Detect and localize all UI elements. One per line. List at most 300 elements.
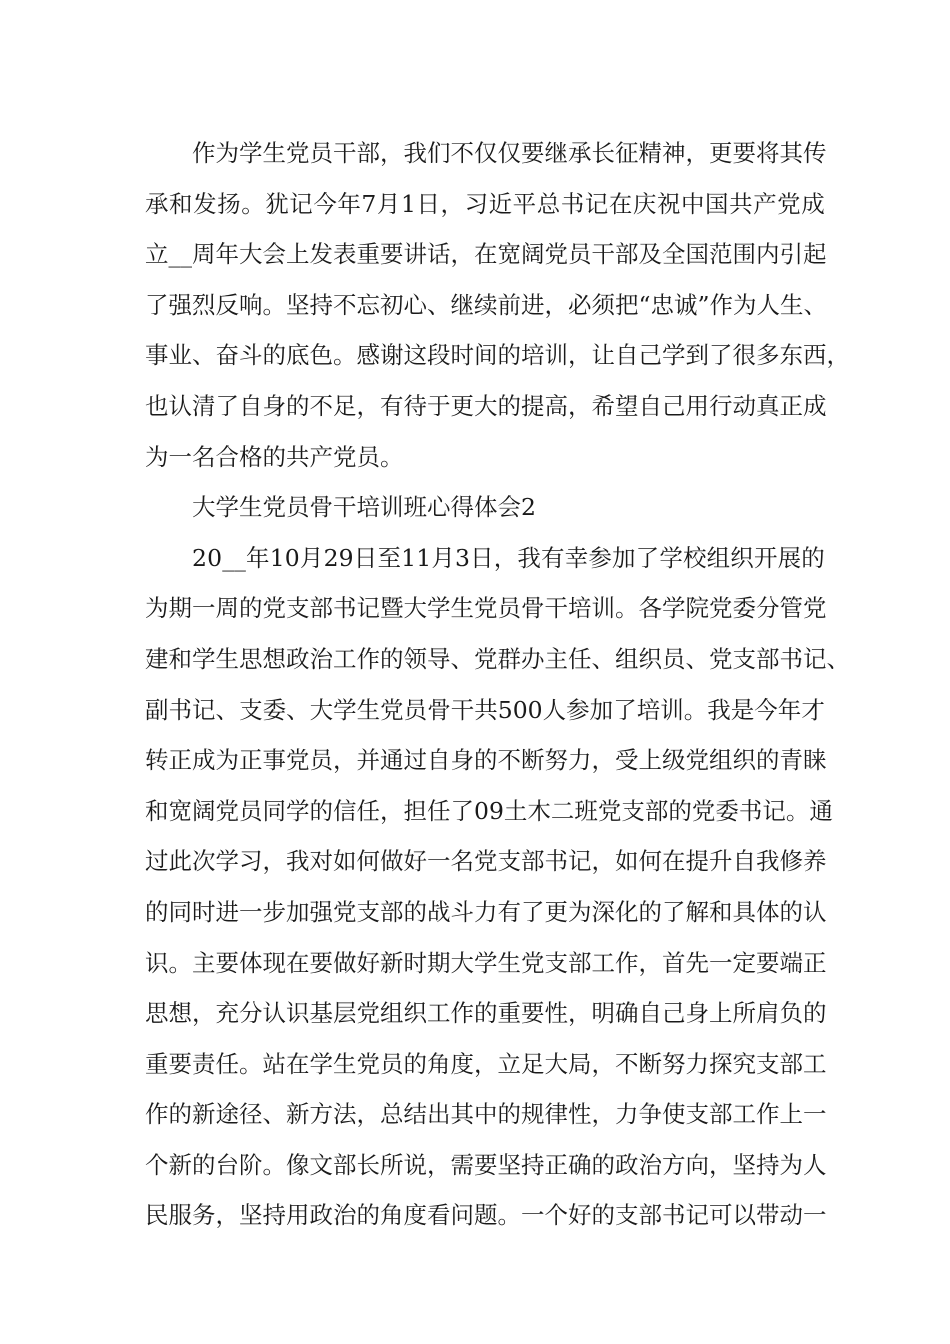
- glyph: 生: [497, 948, 521, 977]
- glyph: 的: [356, 1201, 380, 1230]
- glyph: 不: [309, 391, 333, 420]
- glyph: 的: [668, 796, 692, 825]
- glyph: 支: [732, 644, 756, 673]
- glyph: 发: [309, 240, 333, 269]
- glyph: 有: [541, 543, 565, 572]
- glyph: 重: [145, 1049, 169, 1078]
- glyph: 希: [591, 391, 615, 420]
- glyph: ，: [568, 999, 592, 1028]
- glyph: ，: [474, 1049, 498, 1078]
- glyph: 为: [568, 897, 592, 926]
- glyph: ，: [427, 1150, 451, 1179]
- glyph: 记: [356, 594, 380, 623]
- glyph: 3: [454, 543, 470, 572]
- glyph: 党: [709, 644, 733, 673]
- glyph: 持: [521, 1150, 545, 1179]
- glyph: 担: [403, 796, 427, 825]
- glyph: 治: [638, 1150, 662, 1179]
- glyph: 0: [284, 543, 300, 572]
- glyph: 动: [732, 391, 756, 420]
- glyph: 烈: [192, 290, 216, 319]
- glyph: 了: [635, 543, 660, 572]
- glyph: 不: [615, 1049, 639, 1078]
- glyph: 忘: [356, 290, 380, 319]
- paragraph-line: [145, 685, 825, 736]
- glyph: 0: [512, 695, 528, 724]
- glyph: 足: [333, 391, 357, 420]
- glyph: 个: [544, 1201, 568, 1230]
- glyph: 力: [685, 1049, 709, 1078]
- glyph: 生: [356, 695, 381, 724]
- line-text: [145, 280, 828, 331]
- glyph: 和: [145, 796, 169, 825]
- glyph: 上: [709, 999, 733, 1028]
- glyph: 书: [560, 189, 585, 218]
- glyph: 、: [450, 644, 474, 673]
- glyph: 方: [662, 1150, 686, 1179]
- glyph: 肩: [756, 999, 780, 1028]
- glyph: 必: [568, 290, 592, 319]
- glyph: 责: [192, 1049, 216, 1078]
- glyph: 己: [662, 999, 686, 1028]
- glyph: 新: [286, 1100, 310, 1129]
- glyph: ，: [262, 847, 286, 876]
- glyph: 学: [286, 796, 310, 825]
- line-text: [145, 1089, 825, 1140]
- glyph: 年: [246, 543, 270, 572]
- glyph: 。: [615, 594, 639, 623]
- glyph: 的: [803, 999, 827, 1028]
- glyph: 二: [550, 796, 575, 825]
- glyph: 党: [356, 1049, 380, 1078]
- glyph: 更: [450, 391, 474, 420]
- glyph: 认: [803, 897, 827, 926]
- glyph: 部: [756, 644, 780, 673]
- glyph: 规: [521, 1100, 545, 1129]
- glyph: 训: [544, 341, 568, 370]
- glyph: 的: [403, 897, 427, 926]
- glyph: 足: [521, 1049, 545, 1078]
- glyph: 在: [662, 847, 686, 876]
- glyph: ，: [192, 999, 216, 1028]
- glyph: 。: [239, 1049, 263, 1078]
- glyph: 识: [145, 948, 169, 977]
- glyph: 坚: [286, 290, 310, 319]
- glyph: 作: [450, 999, 474, 1028]
- glyph: 说: [403, 1150, 427, 1179]
- glyph: 名: [450, 847, 474, 876]
- glyph: 成: [801, 189, 825, 218]
- glyph: 、: [262, 1100, 286, 1129]
- glyph: 一: [239, 897, 263, 926]
- glyph: 须: [591, 290, 615, 319]
- glyph: 为: [215, 139, 239, 167]
- glyph: 5: [497, 695, 513, 724]
- glyph: 明: [591, 999, 615, 1028]
- glyph: 部: [568, 948, 592, 977]
- glyph: 日: [416, 189, 440, 218]
- glyph: 干: [450, 695, 475, 724]
- glyph: 至: [377, 543, 401, 572]
- glyph: 部: [309, 594, 333, 623]
- glyph: 做: [333, 948, 357, 977]
- glyph: 员: [380, 1049, 404, 1078]
- glyph: 学: [215, 847, 239, 876]
- glyph: 带: [756, 1201, 780, 1230]
- glyph: 性: [568, 1100, 592, 1129]
- glyph: 时: [450, 341, 474, 370]
- line-text: [145, 836, 825, 887]
- glyph: 过: [145, 847, 169, 876]
- glyph: 加: [286, 897, 310, 926]
- glyph: 暨: [380, 594, 404, 623]
- glyph: 新: [168, 1150, 192, 1179]
- glyph: 表: [333, 240, 357, 269]
- glyph: 我: [517, 543, 541, 572]
- glyph: 同: [262, 796, 286, 825]
- glyph: 今: [313, 189, 337, 218]
- glyph: 初: [380, 290, 404, 319]
- glyph: 高: [544, 391, 568, 420]
- glyph: 近: [488, 189, 513, 218]
- glyph: ，: [826, 341, 850, 370]
- glyph: 工: [427, 999, 451, 1028]
- glyph: 员: [497, 594, 521, 623]
- glyph: ，: [685, 139, 709, 167]
- glyph: 需: [450, 1150, 474, 1179]
- glyph: 真: [756, 391, 780, 420]
- paragraph-line: [145, 381, 825, 432]
- glyph: 努: [662, 1049, 686, 1078]
- glyph: 新: [192, 1100, 216, 1129]
- glyph: 了: [450, 796, 474, 825]
- glyph: 角: [427, 1049, 451, 1078]
- glyph: 内: [756, 240, 780, 269]
- glyph: 将: [756, 139, 780, 167]
- glyph: 忠: [650, 290, 675, 319]
- glyph: 清: [192, 391, 216, 420]
- glyph: ，: [591, 1100, 615, 1129]
- glyph: 立: [497, 1049, 521, 1078]
- glyph: 书: [779, 644, 803, 673]
- glyph: 方: [309, 1100, 333, 1129]
- glyph: 支: [756, 1049, 780, 1078]
- glyph: 9: [488, 796, 504, 825]
- glyph: 提: [521, 391, 545, 420]
- glyph: 响: [239, 290, 263, 319]
- glyph: 组: [706, 543, 731, 572]
- glyph: 的: [591, 1150, 615, 1179]
- glyph: 员: [403, 695, 428, 724]
- glyph: 持: [756, 1150, 780, 1179]
- glyph: 感: [356, 341, 380, 370]
- glyph: 坚: [497, 1150, 521, 1179]
- glyph: 坚: [732, 1150, 756, 1179]
- glyph: 学: [309, 1049, 333, 1078]
- glyph: 干: [591, 240, 615, 269]
- glyph: 端: [779, 948, 803, 977]
- glyph: 如: [615, 847, 639, 876]
- glyph: 向: [685, 1150, 709, 1179]
- glyph: 修: [779, 847, 803, 876]
- glyph: 支: [356, 897, 380, 926]
- line-text: [145, 685, 825, 736]
- glyph: 。: [262, 290, 286, 319]
- glyph: 身: [262, 391, 286, 420]
- glyph: ，: [568, 341, 592, 370]
- glyph: 犹: [265, 189, 289, 218]
- glyph: 持: [309, 290, 333, 319]
- glyph: 把: [615, 290, 639, 319]
- glyph: _: [180, 240, 192, 269]
- glyph: 、: [826, 644, 850, 673]
- glyph: 部: [615, 240, 639, 269]
- glyph: 。: [262, 1150, 286, 1179]
- paragraph-line: [145, 330, 850, 381]
- glyph: 自: [638, 391, 662, 420]
- glyph: 党: [521, 948, 545, 977]
- glyph: 党: [544, 240, 568, 269]
- glyph: 中: [474, 1100, 498, 1129]
- glyph: 年: [337, 189, 361, 218]
- glyph: 作: [709, 290, 734, 319]
- glyph: 和: [709, 897, 733, 926]
- glyph: 、: [685, 644, 709, 673]
- glyph: 提: [685, 847, 709, 876]
- glyph: 有: [497, 897, 521, 926]
- glyph: 织: [732, 746, 756, 775]
- section-heading: [145, 482, 825, 533]
- glyph: 的: [591, 1201, 615, 1230]
- glyph: 诚: [674, 290, 698, 319]
- line-text: [192, 128, 825, 179]
- glyph: 扬: [217, 189, 241, 218]
- glyph: 书: [333, 594, 357, 623]
- glyph: 负: [779, 999, 803, 1028]
- line-text: [192, 533, 825, 584]
- glyph: 校: [682, 543, 707, 572]
- glyph: 政: [309, 1201, 333, 1230]
- glyph: 开: [753, 543, 778, 572]
- glyph: 长: [591, 139, 615, 167]
- paragraph-line: [145, 229, 825, 280]
- glyph: 好: [403, 847, 427, 876]
- line-text: [145, 634, 850, 685]
- paragraph-line: [145, 583, 825, 634]
- glyph: 部: [638, 1201, 662, 1230]
- glyph: ，: [333, 746, 357, 775]
- glyph: 的: [403, 1049, 427, 1078]
- glyph: 党: [777, 189, 801, 218]
- glyph: 记: [568, 847, 592, 876]
- glyph: 9: [338, 543, 354, 572]
- glyph: 做: [380, 847, 404, 876]
- glyph: 进: [215, 897, 239, 926]
- glyph: 。: [497, 1201, 521, 1230]
- glyph: 何: [356, 847, 380, 876]
- glyph: 反: [215, 290, 239, 319]
- glyph: 任: [427, 796, 451, 825]
- glyph: 是: [730, 695, 755, 724]
- glyph: 青: [779, 746, 803, 775]
- glyph: 一: [427, 847, 451, 876]
- glyph: 奋: [215, 341, 239, 370]
- glyph: 不: [497, 746, 521, 775]
- glyph: 看: [427, 1201, 451, 1230]
- glyph: 主: [544, 644, 568, 673]
- glyph: 政: [615, 1150, 639, 1179]
- glyph: 基: [309, 999, 333, 1028]
- glyph: 的: [192, 1150, 216, 1179]
- glyph: 确: [615, 999, 639, 1028]
- glyph: 的: [262, 341, 286, 370]
- glyph: 更: [709, 139, 733, 167]
- glyph: 好: [568, 1201, 592, 1230]
- glyph: 分: [239, 999, 263, 1028]
- paragraph-line: [145, 1039, 825, 1090]
- glyph: 断: [521, 746, 545, 775]
- glyph: 持: [262, 1201, 286, 1230]
- glyph: 民: [145, 1201, 169, 1230]
- glyph: 部: [779, 1049, 803, 1078]
- glyph: 斗: [239, 341, 263, 370]
- line-text: [145, 887, 825, 938]
- glyph: 正: [168, 746, 192, 775]
- glyph: 员: [568, 240, 592, 269]
- glyph: 在: [286, 948, 310, 977]
- glyph: 为: [779, 1150, 803, 1179]
- glyph: 努: [544, 746, 568, 775]
- glyph: 精: [638, 139, 662, 167]
- glyph: 各: [638, 594, 662, 623]
- glyph: 间: [474, 341, 498, 370]
- line-text: [145, 583, 825, 634]
- glyph: 委: [262, 695, 287, 724]
- glyph: 部: [521, 847, 545, 876]
- glyph: 的: [380, 644, 404, 673]
- glyph: 体: [756, 897, 780, 926]
- glyph: 党: [685, 746, 709, 775]
- glyph: 同: [168, 897, 192, 926]
- glyph: 党: [215, 796, 239, 825]
- glyph: 产: [753, 189, 777, 218]
- glyph: “: [638, 290, 651, 319]
- glyph: 的: [756, 746, 780, 775]
- glyph: 让: [591, 341, 615, 370]
- glyph: 宽: [497, 240, 521, 269]
- glyph: 性: [544, 999, 568, 1028]
- glyph: 强: [168, 290, 192, 319]
- glyph: 委: [715, 796, 739, 825]
- glyph: 训: [591, 594, 615, 623]
- glyph: 体: [239, 948, 263, 977]
- glyph: 个: [145, 1150, 169, 1179]
- glyph: 生: [780, 290, 804, 319]
- glyph: 要: [756, 948, 780, 977]
- glyph: 记: [192, 695, 216, 724]
- glyph: 多: [756, 341, 780, 370]
- glyph: 记: [803, 644, 827, 673]
- glyph: 员: [309, 139, 333, 167]
- glyph: ，: [380, 796, 404, 825]
- glyph: 党: [474, 847, 498, 876]
- glyph: 长: [356, 1150, 380, 1179]
- glyph: 部: [333, 1150, 357, 1179]
- glyph: 记: [762, 796, 786, 825]
- glyph: 养: [803, 847, 827, 876]
- glyph: 人: [542, 695, 567, 724]
- glyph: 党: [597, 796, 622, 825]
- glyph: 学: [662, 341, 686, 370]
- glyph: 1: [416, 543, 432, 572]
- glyph: 党: [333, 897, 357, 926]
- glyph: 认: [168, 391, 192, 420]
- glyph: 了: [521, 897, 545, 926]
- glyph: 院: [685, 594, 709, 623]
- glyph: 围: [732, 240, 756, 269]
- glyph: 支: [621, 796, 645, 825]
- glyph: 党: [474, 594, 498, 623]
- glyph: 继: [544, 139, 568, 167]
- glyph: ，: [638, 948, 662, 977]
- glyph: ，: [380, 139, 404, 167]
- glyph: 己: [638, 341, 662, 370]
- glyph: 员: [662, 644, 686, 673]
- glyph: 、: [591, 644, 615, 673]
- glyph: 话: [427, 240, 451, 269]
- glyph: ”: [697, 290, 710, 319]
- glyph: 争: [638, 1100, 662, 1129]
- glyph: ，: [450, 240, 474, 269]
- glyph: _: [168, 240, 181, 269]
- glyph: 。: [241, 189, 265, 218]
- glyph: 全: [662, 240, 686, 269]
- glyph: 战: [427, 897, 451, 926]
- glyph: 何: [638, 847, 662, 876]
- glyph: 一: [192, 594, 216, 623]
- glyph: 到: [685, 341, 709, 370]
- glyph: 。: [785, 796, 810, 825]
- glyph: 一: [709, 948, 733, 977]
- glyph: 0: [527, 695, 543, 724]
- glyph: ，: [440, 189, 465, 218]
- glyph: 力: [568, 746, 592, 775]
- glyph: 2: [323, 543, 339, 572]
- glyph: 更: [544, 897, 568, 926]
- glyph: 国: [685, 240, 709, 269]
- glyph: 很: [732, 341, 756, 370]
- paragraph-line: [145, 634, 850, 685]
- glyph: 们: [427, 139, 451, 167]
- glyph: 充: [215, 999, 239, 1028]
- glyph: 先: [685, 948, 709, 977]
- glyph: 学: [474, 948, 498, 977]
- glyph: 阔: [192, 796, 216, 825]
- glyph: 展: [777, 543, 802, 572]
- glyph: 要: [474, 1150, 498, 1179]
- glyph: 成: [803, 391, 827, 420]
- glyph: 解: [685, 897, 709, 926]
- glyph: 记: [584, 189, 609, 218]
- glyph: 党: [803, 594, 827, 623]
- glyph: 层: [333, 999, 357, 1028]
- glyph: 今: [754, 695, 778, 724]
- glyph: 定: [732, 948, 756, 977]
- glyph: 自: [732, 847, 756, 876]
- glyph: 其: [450, 1100, 474, 1129]
- line-text: [145, 229, 825, 280]
- glyph: 心: [403, 290, 427, 319]
